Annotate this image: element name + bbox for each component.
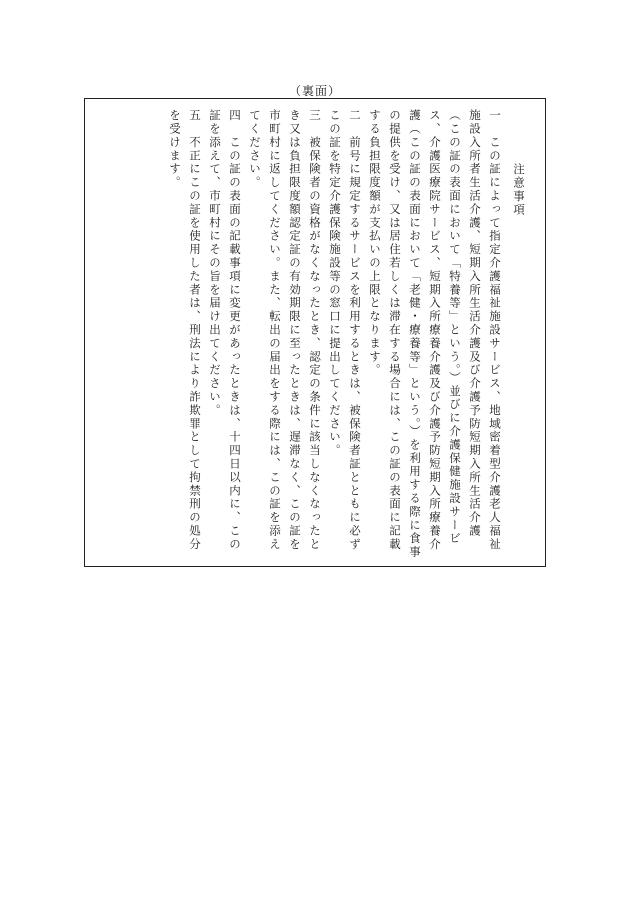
note-item-4: 四 この証の表面の記載事項に変更があったときは、十四日以内に、この証を添えて、市町村にその旨を届け出てください。	[208, 109, 242, 552]
page-title: （裏面）	[288, 84, 341, 98]
note-item-5: 五 不正にこの証を使用した者は、刑法により詐欺罪として拘禁刑の処分を受けます。	[168, 109, 202, 552]
notice-box	[84, 98, 546, 567]
notes-heading: 注意事項	[512, 163, 526, 217]
notes-text-block	[165, 107, 529, 559]
note-item-3: 三 被保険者の資格がなくなったとき、認定の条件に該当しなくなったとき又は負担限度額認定証の有効期限に至ったときは、遅滞なく、この証を市町村に返してください。また、転出の届出をする際には、この証を添えてください。	[248, 109, 322, 552]
note-item-2: 二 前号に規定するサービスを利用するときは、被保険者証とともに必ずこの証を特定介護保険施設等の窓口に提出してください。	[328, 109, 362, 552]
note-item-1: 一 この証によって指定介護福祉施設サービス、地域密着型介護老人福祉施設入所者生活介護、短期入所生活介護及び介護予防短期入所生活介護（この証の表面において「特養等」という。）並びに介護保健施設サービス、介護医療院サービス、短期入所療養介護及び介護予防短期入所療養介護（この証の表面において「老健・療養等」という。）を利用する際に食事の提供を受け、又は居住若しくは滞在する場合には、この証の表面に記載する負担限度額が支払いの上限となります。	[368, 109, 502, 559]
